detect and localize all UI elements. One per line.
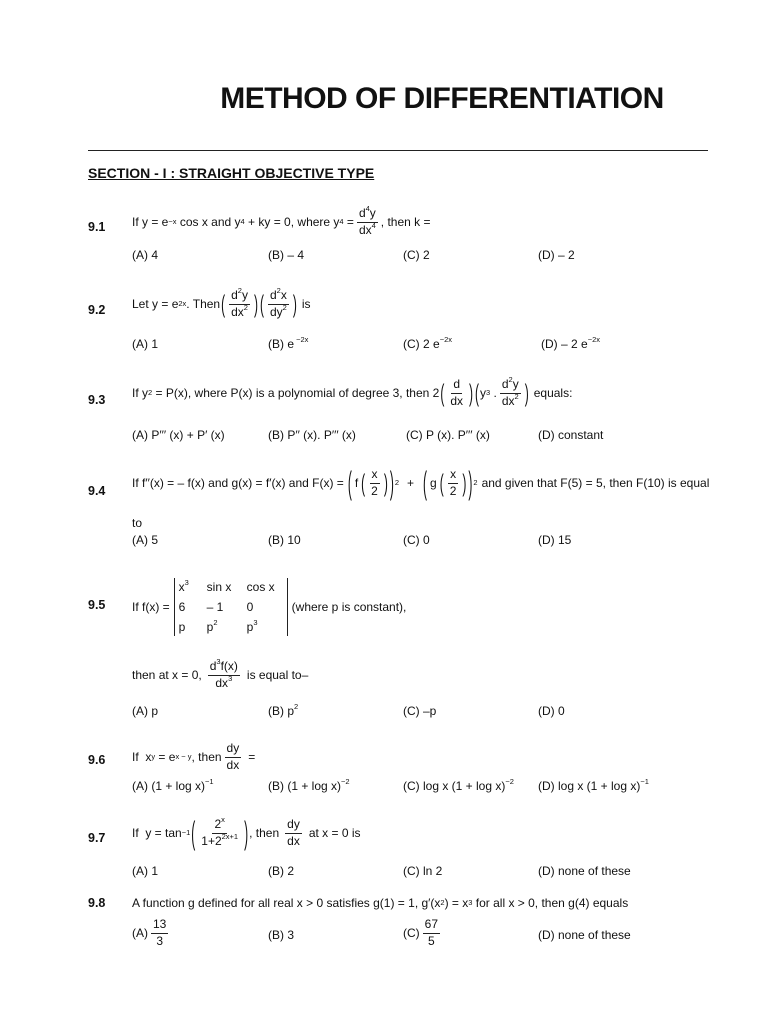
fraction: $\frac{d^3f(x)}{dx^3}$	[209, 657, 238, 690]
option-d[interactable]: (D) 0	[538, 704, 565, 718]
option-c[interactable]: (C) ln 2	[403, 864, 443, 878]
option-c[interactable]: (C) 0	[403, 533, 430, 547]
question-number: 9.1	[88, 220, 106, 234]
option-b[interactable]: (B) P′′ (x). P′′′ (x)	[268, 428, 356, 442]
answer-options	[132, 918, 712, 952]
option-c[interactable]: (C) 2	[403, 248, 430, 262]
option-d[interactable]: (D) – 2	[538, 248, 575, 262]
option-a[interactable]: (A) 1	[132, 337, 159, 351]
fraction: $\frac{2^x}{1+2^{2x+1}}$	[201, 815, 239, 848]
option-a[interactable]: (A) P′′′ (x) + P′ (x)	[132, 428, 225, 442]
option-a[interactable]: (A) 1	[132, 864, 159, 878]
option-a[interactable]: (A) $\frac{13}{3}$	[132, 917, 167, 948]
option-c[interactable]: (C) P (x). P′′′ (x)	[406, 428, 490, 442]
fraction: $\frac{x}{2}$	[371, 467, 378, 498]
option-c[interactable]: (C) 2 $e^{-2x}$	[403, 335, 452, 351]
title-divider	[88, 150, 708, 151]
question-number: 9.8	[88, 896, 106, 910]
option-a[interactable]: (A) 4	[132, 248, 159, 262]
fraction: $\frac{d^2y}{dx^2}$	[231, 286, 248, 319]
option-d[interactable]: (D) constant	[538, 428, 604, 442]
option-d[interactable]: (D) 15	[538, 533, 572, 547]
option-b[interactable]: (B) $p^2$	[268, 702, 299, 718]
answer-options	[132, 337, 712, 353]
question-stem: A function g defined for all real x > 0 satisfies g(1) = 1, g′(x 2 ) = x 3 for all x > 0, then g(4) equals	[132, 896, 629, 910]
section-heading: SECTION - I : STRAIGHT OBJECTIVE TYPE	[88, 165, 375, 181]
fraction: $\frac{d^2x}{dy^2}$	[269, 286, 287, 319]
option-c[interactable]: (C) log x $(1 + \log x)^{-2}$	[403, 777, 514, 793]
option-d[interactable]: (D) – 2 $e^{-2x}$	[541, 335, 600, 351]
fraction: $\frac{d^2y}{dx^2}$	[501, 375, 519, 408]
option-b[interactable]: (B) e $^{-2x}$	[268, 335, 309, 351]
question-number: 9.4	[88, 484, 106, 498]
option-a[interactable]: (A) 5	[132, 533, 159, 547]
question-stem-continued: then at x = 0, $\frac{d^3f(x)}{dx^3}$ is equal to–	[132, 657, 309, 690]
option-c[interactable]: (C) $\frac{67}{5}$	[403, 917, 439, 948]
fraction: $\frac{d^4y}{dx^4}$	[358, 204, 376, 237]
option-b[interactable]: (B) – 4	[268, 248, 305, 262]
determinant-matrix: $x^3$ sin x cos x 6 – 1 0 p $p^2$ $p^3$	[174, 578, 288, 636]
question-number: 9.6	[88, 753, 106, 767]
answer-options	[132, 533, 712, 549]
option-a[interactable]: (A) p	[132, 704, 159, 718]
option-c[interactable]: (C) –p	[403, 704, 437, 718]
answer-options	[132, 248, 712, 264]
answer-options	[132, 428, 712, 444]
question-stem: If y = e −x cos x and y 4 + ky = 0, where y 4 = $\frac{d^4y}{dx^4}$ , then k =	[132, 204, 431, 237]
question-number: 9.2	[88, 303, 106, 317]
fraction: $\frac{dy}{dx}$	[287, 817, 300, 848]
option-a[interactable]: (A) $(1 + \log x)^{-1}$	[132, 777, 214, 793]
option-d[interactable]: (D) log x $(1 + \log x)^{-1}$	[538, 777, 649, 793]
question-stem: If f′′(x) = – f(x) and g(x) = f′(x) and F(x) = ( f ( $\frac{x}{2}$ ) ) 2 + ( g ( $\frac{x}{2}$ ) ) 2 and given that F(5) = 5, then F(10) is equal	[132, 464, 710, 503]
answer-options	[132, 779, 712, 795]
fraction: $\frac{d}{dx}$	[450, 377, 464, 408]
question-stem: If f(x) = $x^3$ sin x cos x 6 – 1 0 p $p^2$ $p^3$ (where p is constant),	[132, 578, 407, 634]
question-stem-continued: to	[132, 516, 143, 530]
question-stem: Let y = e 2x . Then ( $\frac{d^2y}{dx^2}$ ) ( $\frac{d^2x}{dy^2}$ ) is	[132, 286, 311, 319]
answer-options	[132, 864, 712, 880]
fraction: $\frac{x}{2}$	[449, 467, 457, 498]
page-title: METHOD OF DIFFERENTIATION	[220, 82, 664, 115]
option-d[interactable]: (D) none of these	[538, 928, 631, 942]
question-stem: If y 2 = P(x), where P(x) is a polynomial of degree 3, then 2 ( $\frac{d}{dx}$ ) ( y 3 . $\frac{d^2y}{dx^2}$ ) equals:	[132, 375, 573, 408]
question-stem: If y = tan −1 ( $\frac{2^x}{1+2^{2x+1}}$ ) , then $\frac{dy}{dx}$ at x = 0 is	[132, 814, 361, 853]
question-stem: If x y = e x − y , then $\frac{dy}{dx}$ =	[132, 741, 256, 772]
option-b[interactable]: (B) 10	[268, 533, 301, 547]
option-b[interactable]: (B) $(1 + \log x)^{-2}$	[268, 777, 350, 793]
answer-options	[132, 704, 712, 720]
question-number: 9.5	[88, 598, 106, 612]
option-d[interactable]: (D) none of these	[538, 864, 631, 878]
option-b[interactable]: (B) 3	[268, 928, 295, 942]
option-b[interactable]: (B) 2	[268, 864, 295, 878]
fraction: $\frac{dy}{dx}$	[226, 741, 240, 772]
question-number: 9.3	[88, 393, 106, 407]
question-number: 9.7	[88, 831, 106, 845]
